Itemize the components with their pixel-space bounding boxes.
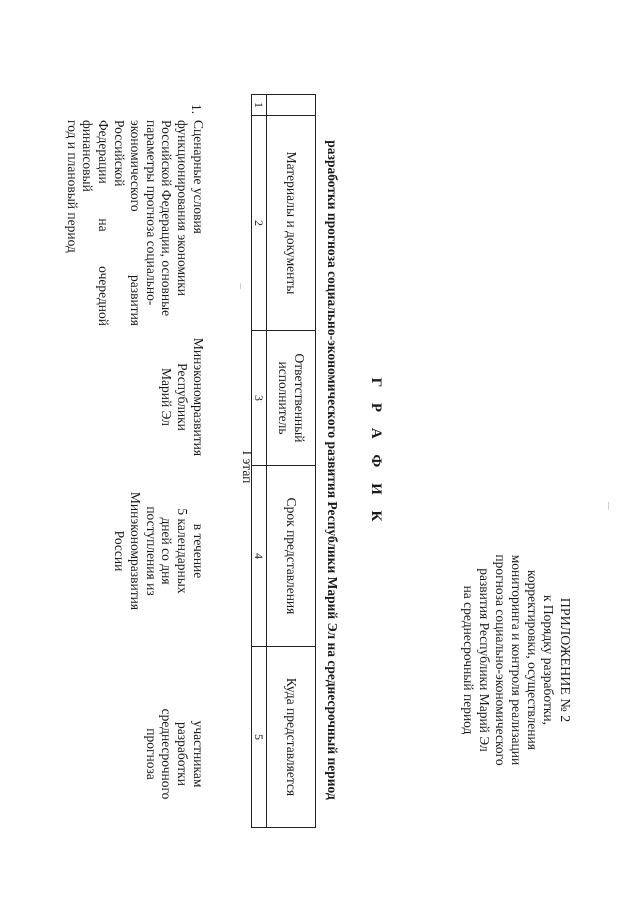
materials-line: параметры прогноза социально- xyxy=(143,120,159,306)
appendix-line: прогноза социально-экономического xyxy=(493,554,508,766)
executor-line: Марий Эл xyxy=(159,367,175,427)
materials-line: функционирования экономики xyxy=(175,120,191,297)
deadline-line: Минэкономразвития xyxy=(127,491,143,611)
appendix-line: на среднесрочный период xyxy=(461,585,476,735)
materials-line: год и плановый период xyxy=(64,120,80,253)
recipient-line: прогноза xyxy=(143,728,159,780)
row-number: 1. xyxy=(189,104,204,115)
deadline-line: дней со дня xyxy=(159,517,175,585)
appendix-line: корректировки, осуществления xyxy=(525,570,540,750)
schedule-table xyxy=(251,94,316,828)
column-number: 4 xyxy=(252,466,267,647)
row-recipient xyxy=(143,684,206,824)
document-heading: Г Р А Ф И К xyxy=(368,377,384,528)
appendix-line: мониторинга и контроля реализации xyxy=(509,554,524,766)
appendix-note xyxy=(460,510,572,810)
row-executor xyxy=(159,330,206,464)
scan-speck xyxy=(240,283,241,289)
appendix-title: ПРИЛОЖЕНИЕ № 2 xyxy=(557,597,572,723)
executor-line: Республики xyxy=(175,363,191,431)
header-cell-materials: Материалы и документы xyxy=(267,116,316,331)
recipient-line: разработки xyxy=(175,722,191,786)
appendix-line: развития Республики Марий Эл xyxy=(477,568,492,752)
materials-line: экономического развития Российской xyxy=(112,120,143,326)
materials-line: Российской Федерации, основные xyxy=(159,120,175,317)
appendix-line: к Порядку разработки, xyxy=(541,594,556,726)
row-deadline xyxy=(111,468,206,634)
row-materials xyxy=(64,120,206,326)
deadline-line: России xyxy=(112,530,128,572)
recipient-line: среднесрочного xyxy=(159,708,175,800)
column-number: 3 xyxy=(252,331,267,466)
materials-line: Сценарные условия xyxy=(191,120,206,234)
column-number: 1 xyxy=(252,95,267,116)
column-number: 5 xyxy=(252,647,267,828)
table-header-row xyxy=(267,95,316,828)
deadline-line: поступления из xyxy=(143,506,159,596)
stage-label: I этап xyxy=(240,450,255,484)
column-number: 2 xyxy=(252,116,267,331)
document-subtitle: разработки прогноза социально-экономического развития Республики Марий Эл на среднесрочный период xyxy=(325,140,340,800)
header-cell-deadline: Срок представления xyxy=(267,466,316,647)
recipient-line: участникам xyxy=(191,720,206,788)
header-cell-number xyxy=(267,95,316,116)
materials-line: Федерации на очередной финансовый xyxy=(80,120,112,326)
deadline-line: 5 календарных xyxy=(175,508,191,594)
header-cell-executor: Ответственный исполнитель xyxy=(267,331,316,466)
executor-line: Минэкономразвития xyxy=(191,337,206,457)
scan-speck xyxy=(608,502,609,510)
header-cell-recipient: Куда представляется xyxy=(267,647,316,828)
deadline-line: в течение xyxy=(191,523,206,579)
